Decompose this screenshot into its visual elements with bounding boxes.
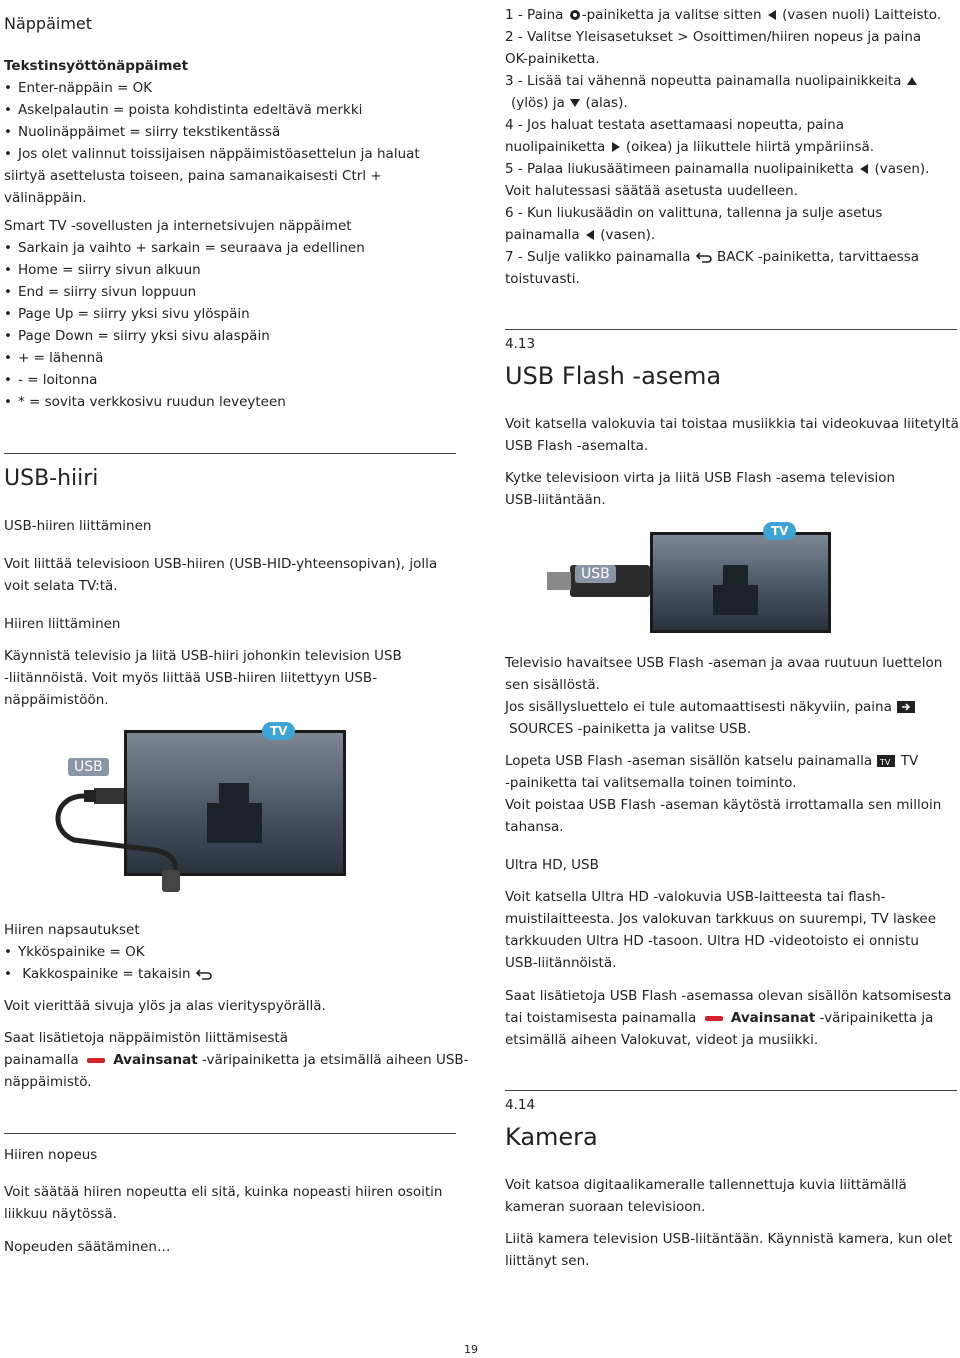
section-number: 4.13 xyxy=(505,336,536,352)
usb-mouse-illustration xyxy=(44,720,344,895)
step-6: 6 - Kun liukusäädin on valittuna, tallenna ja sulje asetus xyxy=(505,205,883,221)
up-arrow-icon xyxy=(906,75,918,87)
paragraph-line: Voit vierittää sivuja ylös ja alas vierityspyörällä. xyxy=(4,998,326,1014)
text-fragment: painamalla xyxy=(4,1052,79,1068)
paragraph-line: voit selata TV:tä. xyxy=(4,578,118,594)
paragraph-line-sources xyxy=(505,698,916,716)
text-fragment: (ylös) ja xyxy=(511,95,565,111)
section-divider xyxy=(4,453,456,454)
paragraph-line-keywords xyxy=(4,1051,469,1069)
step-4-cont xyxy=(505,138,874,156)
text-fragment: BACK -painiketta, tarvittaessa xyxy=(716,249,919,265)
paragraph-line: tahansa. xyxy=(505,819,564,835)
red-color-key-icon xyxy=(87,1058,105,1063)
paragraph-line: -painiketta tai valitsemalla toinen toiminto. xyxy=(505,775,797,791)
usb-flash-illustration xyxy=(545,520,845,640)
list-item: • * = sovita verkkosivu ruudun leveyteen xyxy=(4,393,286,411)
usb-badge: USB xyxy=(575,565,616,583)
step-3-cont xyxy=(505,94,628,112)
text-fragment: -väripainiketta ja etsimällä aiheen USB- xyxy=(201,1052,469,1068)
text-input-keys-heading: Tekstinsyöttönäppäimet xyxy=(4,58,189,74)
list-item: • Page Up = siirry yksi sivu ylöspäin xyxy=(4,305,250,323)
paragraph-line: USB-liitäntään. xyxy=(505,492,606,508)
text-fragment: TV xyxy=(900,753,919,769)
svg-text:TV: TV xyxy=(880,758,891,767)
text-fragment: painamalla xyxy=(505,227,580,243)
list-item: • Home = siirry sivun alkuun xyxy=(4,261,201,279)
paragraph-line: Saat lisätietoja USB Flash -asemassa olevan sisällön katsomisesta xyxy=(505,988,952,1004)
usb-cable-icon xyxy=(44,720,344,895)
text-fragment: -väripainiketta ja xyxy=(819,1010,934,1026)
list-item-continuation: välinäppäin. xyxy=(4,190,87,206)
paragraph-line: Voit liittää televisioon USB-hiiren (USB-HID-yhteensopivan), jolla xyxy=(4,556,438,572)
usb-mouse-title: USB-hiiri xyxy=(4,466,99,491)
list-item: • + = lähennä xyxy=(4,349,103,367)
paragraph-line: Voit säätää hiiren nopeutta eli sitä, kuinka nopeasti hiiren osoitin xyxy=(4,1184,443,1200)
text-fragment: (oikea) ja liikuttele hiirtä ympäriinsä. xyxy=(625,139,875,155)
mouse-clicks-heading: Hiiren napsautukset xyxy=(4,922,140,938)
paragraph-line: Voit katsella Ultra HD -valokuvia USB-laitteesta tai flash- xyxy=(505,889,886,905)
paragraph-line: etsimällä aiheen Valokuvat, videot ja musiikki. xyxy=(505,1032,819,1048)
usb-flash-title: USB Flash -asema xyxy=(505,362,722,390)
page-title: Näppäimet xyxy=(4,14,93,33)
paragraph-line: Voit poistaa USB Flash -aseman käytöstä irrottamalla sen milloin xyxy=(505,797,942,813)
step-6-cont xyxy=(505,226,655,244)
text-fragment: 3 - Lisää tai vähennä nopeutta painamalla nuolipainikkeita xyxy=(505,73,902,89)
text-fragment: SOURCES -painiketta ja valitse USB. xyxy=(509,721,752,737)
right-arrow-icon xyxy=(610,141,622,153)
list-item: • Sarkain ja vaihto + sarkain = seuraava ja edellinen xyxy=(4,239,365,257)
section-number: 4.14 xyxy=(505,1097,536,1113)
left-arrow-icon xyxy=(858,163,870,175)
paragraph-line-tv xyxy=(505,752,918,770)
section-divider xyxy=(505,1090,957,1091)
castle-base xyxy=(713,585,758,615)
page-number: 19 xyxy=(464,1343,478,1356)
step-2-cont: OK-painiketta. xyxy=(505,51,600,67)
list-item: • Jos olet valinnut toissijaisen näppäimistöasettelun ja haluat xyxy=(4,145,420,163)
ultra-hd-heading: Ultra HD, USB xyxy=(505,857,599,873)
paragraph-line: näppäimistöön. xyxy=(4,692,109,708)
paragraph-line: USB Flash -asemalta. xyxy=(505,438,649,454)
list-item: • Page Down = siirry yksi sivu alaspäin xyxy=(4,327,270,345)
keywords-label: Avainsanat xyxy=(113,1052,198,1068)
text-fragment: nuolipainiketta xyxy=(505,139,606,155)
list-item-back xyxy=(4,965,213,983)
list-item: • Ykköspainike = OK xyxy=(4,943,145,961)
settings-gear-icon xyxy=(568,8,582,22)
section-divider xyxy=(4,1133,456,1134)
paragraph-line: Voit katsoa digitaalikameralle tallennettuja kuvia liittämällä xyxy=(505,1177,907,1193)
sources-icon xyxy=(896,700,916,714)
step-2: 2 - Valitse Yleisasetukset > Osoittimen/hiiren nopeus ja paina xyxy=(505,29,922,45)
text-fragment: Lopeta USB Flash -aseman sisällön katselu painamalla xyxy=(505,753,873,769)
paragraph-line xyxy=(505,720,751,738)
paragraph-line: Kytke televisioon virta ja liitä USB Flash -asema television xyxy=(505,470,896,486)
list-item: • Askelpalautin = poista kohdistinta edeltävä merkki xyxy=(4,101,362,119)
step-3 xyxy=(505,72,918,90)
down-arrow-icon xyxy=(569,97,581,109)
smart-tv-keys-heading: Smart TV -sovellusten ja internetsivujen näppäimet xyxy=(4,218,352,234)
paragraph-line: tarkkuuden Ultra HD -tasoon. Ultra HD -videotoisto ei onnistu xyxy=(505,933,919,949)
text-fragment: (vasen nuoli) Laitteisto. xyxy=(782,7,942,23)
back-icon xyxy=(695,251,713,263)
tv-badge: TV xyxy=(763,522,796,540)
step-5-cont: Voit halutessasi säätää asetusta uudelleen. xyxy=(505,183,798,199)
list-item: • - = loitonna xyxy=(4,371,97,389)
step-5 xyxy=(505,160,929,178)
usb-mouse-connect-heading: USB-hiiren liittäminen xyxy=(4,518,152,534)
paragraph-line: Liitä kamera television USB-liitäntään. Käynnistä kamera, kun olet xyxy=(505,1231,953,1247)
paragraph-line: Nopeuden säätäminen… xyxy=(4,1239,171,1255)
paragraph-line: sen sisällöstä. xyxy=(505,677,600,693)
paragraph-line: USB-liitännöistä. xyxy=(505,955,617,971)
step-1 xyxy=(505,6,941,24)
list-item: • Enter-näppäin = OK xyxy=(4,79,152,97)
paragraph-line: Televisio havaitsee USB Flash -aseman ja avaa ruutuun luettelon xyxy=(505,655,943,671)
text-fragment: Jos sisällysluettelo ei tule automaattisesti näkyviin, paina xyxy=(505,699,892,715)
text-fragment: tai toistamisesta painamalla xyxy=(505,1010,697,1026)
paragraph-line: kameran suoraan televisioon. xyxy=(505,1199,706,1215)
text-fragment: -painiketta ja valitse sitten xyxy=(581,7,762,23)
attach-mouse-heading: Hiiren liittäminen xyxy=(4,616,121,632)
step-4: 4 - Jos haluat testata asettamaasi nopeutta, paina xyxy=(505,117,845,133)
text-fragment: (vasen). xyxy=(600,227,656,243)
section-divider xyxy=(505,329,957,330)
mouse-speed-heading: Hiiren nopeus xyxy=(4,1147,98,1163)
left-arrow-icon xyxy=(766,9,778,21)
list-item-continuation: siirtyä asettelusta toiseen, paina samanaikaisesti Ctrl + xyxy=(4,168,382,184)
list-item: • Nuolinäppäimet = siirry tekstikentässä xyxy=(4,123,280,141)
red-color-key-icon xyxy=(705,1016,723,1021)
text-fragment: 1 - Paina xyxy=(505,7,564,23)
keywords-label: Avainsanat xyxy=(730,1010,816,1026)
paragraph-line: muistilaitteesta. Jos valokuvan tarkkuus on suurempi, TV laskee xyxy=(505,911,937,927)
paragraph-line: Käynnistä televisio ja liitä USB-hiiri johonkin television USB xyxy=(4,648,402,664)
list-item: • End = siirry sivun loppuun xyxy=(4,283,196,301)
paragraph-line: liikkuu näytössä. xyxy=(4,1206,117,1222)
camera-title: Kamera xyxy=(505,1123,598,1151)
paragraph-line: -liitännöistä. Voit myös liittää USB-hiiren liitettyyn USB- xyxy=(4,670,378,686)
paragraph-line: liittänyt sen. xyxy=(505,1253,590,1269)
text-fragment: 5 - Palaa liukusäätimeen painamalla nuolipainiketta xyxy=(505,161,854,177)
left-arrow-icon xyxy=(584,229,596,241)
tv-badge: TV xyxy=(262,722,295,740)
tv-screen-image xyxy=(650,532,831,633)
back-text: Kakkospainike = takaisin xyxy=(22,966,191,982)
step-7 xyxy=(505,248,919,266)
text-fragment: (alas). xyxy=(585,95,628,111)
text-fragment: (vasen). xyxy=(874,161,930,177)
text-fragment: 7 - Sulje valikko painamalla xyxy=(505,249,691,265)
paragraph-line: Saat lisätietoja näppäimistön liittämisestä xyxy=(4,1030,289,1046)
paragraph-line: Voit katsella valokuvia tai toistaa musiikkia tai videokuvaa liitetyltä xyxy=(505,416,959,432)
step-7-cont: toistuvasti. xyxy=(505,271,580,287)
paragraph-line: näppäimistö. xyxy=(4,1074,92,1090)
usb-badge: USB xyxy=(68,758,109,776)
tv-key-icon xyxy=(876,754,896,768)
paragraph-line-keywords xyxy=(505,1009,933,1027)
back-icon xyxy=(195,968,213,980)
